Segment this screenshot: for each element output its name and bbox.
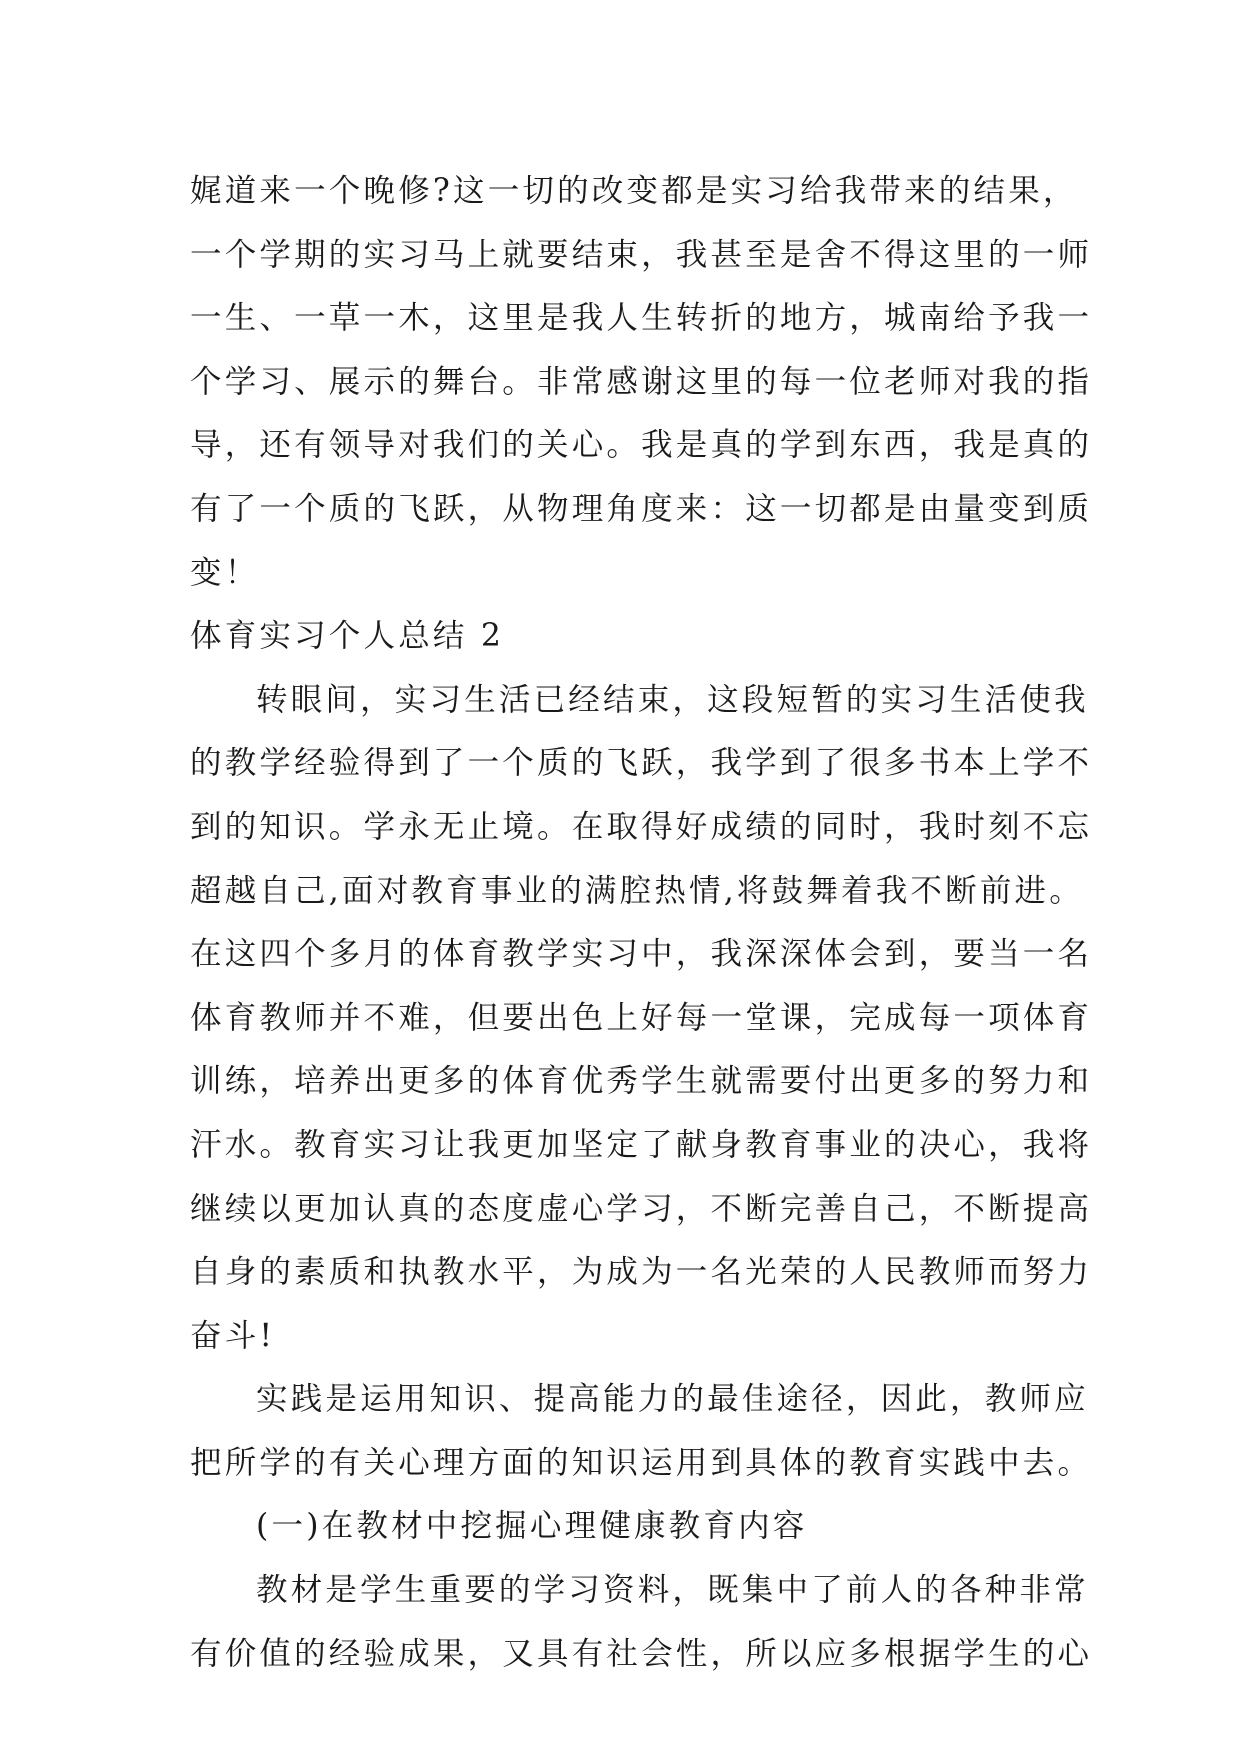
- text-line: 的教学经验得到了一个质的飞跃，我学到了很多书本上学不: [190, 745, 1093, 782]
- text-line: 一生、一草一木，这里是我人生转折的地方，城南给予我一: [190, 300, 1093, 337]
- text-line: 汗水。教育实习让我更加坚定了献身教育事业的决心，我将: [190, 1126, 1093, 1163]
- text-line: 个学习、展示的舞台。非常感谢这里的每一位老师对我的指: [190, 363, 1093, 400]
- document-body: [190, 160, 1093, 1686]
- text-line: 转眼间，实习生活已经结束，这段短暂的实习生活使我: [256, 681, 1089, 718]
- text-line: 变！: [190, 554, 260, 591]
- text-line: 一个学期的实习马上就要结束，我甚至是舍不得这里的一师: [190, 236, 1093, 273]
- subsection-heading: (一)在教材中挖掘心理健康教育内容: [256, 1508, 808, 1545]
- text-line: 继续以更加认真的态度虚心学习，不断完善自己，不断提高: [190, 1190, 1093, 1227]
- text-line: 娓道来一个晚修?这一切的改变都是实习给我带来的结果，: [190, 173, 1078, 209]
- text-line: 在这四个多月的体育教学实习中，我深深体会到，要当一名: [190, 936, 1093, 973]
- text-line: 实践是运用知识、提高能力的最佳途径，因此，教师应: [256, 1381, 1089, 1418]
- text-line: 体育教师并不难，但要出色上好每一堂课，完成每一项体育: [190, 999, 1093, 1036]
- text-line: 导，还有领导对我们的关心。我是真的学到东西，我是真的: [190, 427, 1093, 464]
- section-heading: 体育实习个人总结 2: [190, 618, 505, 655]
- text-line: 自身的素质和执教水平，为成为一名光荣的人民教师而努力: [190, 1254, 1093, 1291]
- text-line: 把所学的有关心理方面的知识运用到具体的教育实践中去。: [190, 1444, 1093, 1481]
- text-line: 奋斗!: [190, 1317, 276, 1354]
- text-line: 有价值的经验成果，又具有社会性，所以应多根据学生的心: [190, 1635, 1093, 1672]
- text-line: 教材是学生重要的学习资料，既集中了前人的各种非常: [256, 1572, 1089, 1609]
- text-line: 超越自己,面对教育事业的满腔热情,将鼓舞着我不断前进。: [190, 872, 1084, 909]
- text-line: 有了一个质的飞跃，从物理角度来：这一切都是由量变到质: [190, 490, 1093, 527]
- text-line: 训练，培养出更多的体育优秀学生就需要付出更多的努力和: [190, 1063, 1093, 1100]
- text-line: 到的知识。学永无止境。在取得好成绩的同时，我时刻不忘: [190, 808, 1093, 845]
